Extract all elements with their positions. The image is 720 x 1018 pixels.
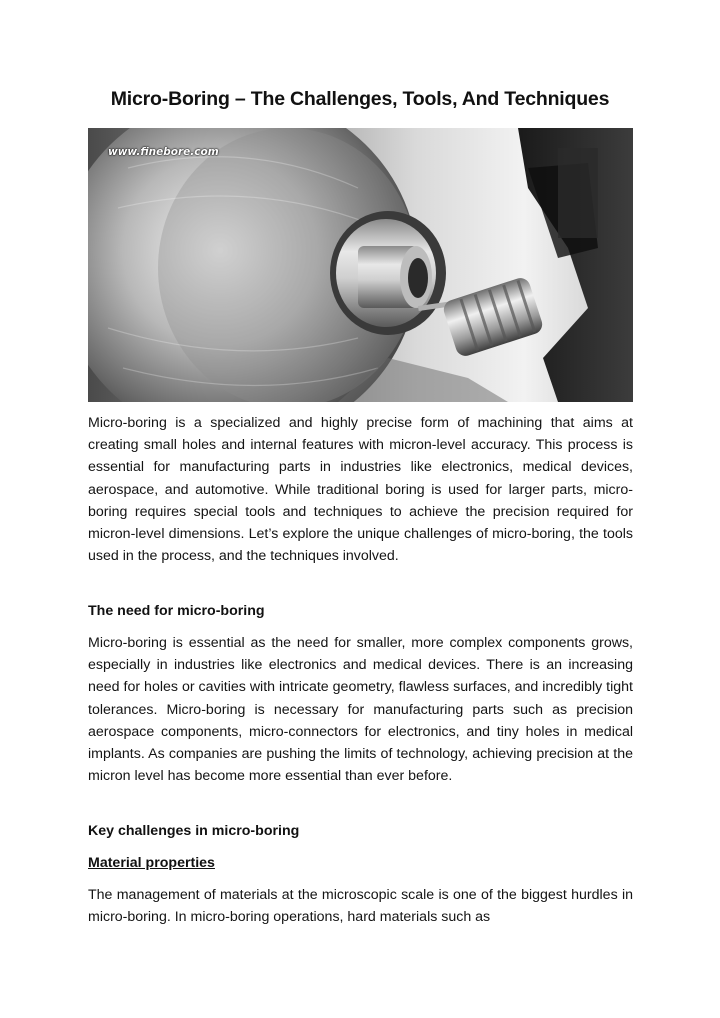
paragraph-intro: Micro-boring is a specialized and highly precise form of machining that aims at creating small holes and internal features with micron-level accuracy. This process is essential for manufacturing parts in industries like electronics, medical devices, aerospace, and automotive. While traditional boring is used for larger parts, micro-boring requires special tools and techniques to achieve the precision required for micron-level dimensions. Let’s explore the unique challenges of micro-boring, the tools used in the process, and the techniques involved. [88, 415, 633, 565]
paragraph-material: The management of materials at the microscopic scale is one of the biggest hurdles in micro-boring. In micro-boring operations, hard materials such as [88, 887, 633, 926]
paragraph-need: Micro-boring is essential as the need for smaller, more complex components grows, especially in industries like electronics and medical devices. There is an increasing need for holes or cavities with intricate geometry, flawless surfaces, and incredibly tight tolerances. Micro-boring is necessary for manufacturing parts such as precision aerospace components, micro-connectors for electronics, and tiny holes in medical implants. As companies are pushing the limits of technology, achieving precision at the micron level has become more essential than ever before. [88, 635, 633, 785]
subheading-material-properties: Material properties [88, 855, 215, 871]
image-watermark: www.finebore.com [108, 146, 219, 158]
page-title: Micro-Boring – The Challenges, Tools, And Techniques [110, 88, 610, 110]
section-heading-need: The need for micro-boring [88, 603, 265, 619]
hero-image [88, 128, 633, 402]
lathe-photo-illustration [88, 128, 633, 402]
section-heading-challenges: Key challenges in micro-boring [88, 823, 300, 839]
